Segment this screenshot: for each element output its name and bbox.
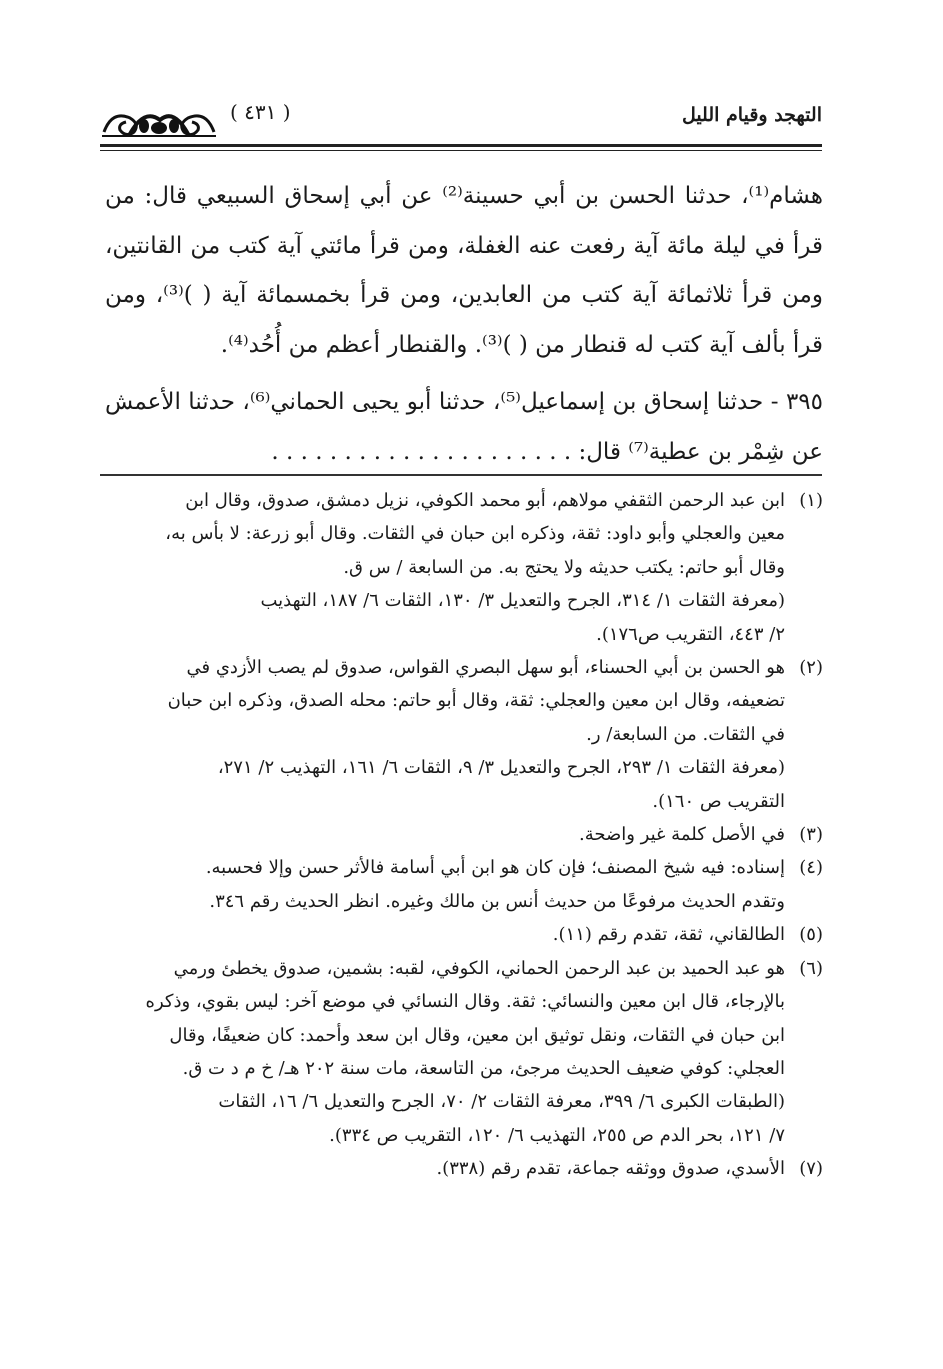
header-rule-thin <box>100 150 822 151</box>
footnote-line: (معرفة الثقات ١/ ٣١٤، الجرح والتعديل ٣/ ١٣٠، الثقات ٦/ ١٨٧، التهذيب <box>260 590 785 612</box>
footnotes <box>108 484 823 1186</box>
footnote-number: (٥) <box>799 924 823 946</box>
footnote-number: (٧) <box>799 1158 823 1180</box>
footnote-number: (٣) <box>799 824 823 846</box>
footnote <box>108 651 823 818</box>
book-title: التهجد وقيام الليل <box>681 104 822 126</box>
footnote <box>108 851 823 918</box>
footnote <box>108 952 823 1152</box>
footnote-line: ٢/ ٤٤٣، التقريب ص١٧٦). <box>596 623 785 645</box>
main-text <box>105 172 823 477</box>
page-header <box>100 96 822 156</box>
footnote-line: الأسدي، صدوق ووثقه جماعة، تقدم رقم (٣٣٨). <box>436 1158 785 1180</box>
footnote-text <box>108 952 785 1152</box>
footnote-line: (الطبقات الكبرى ٦/ ٣٩٩، معرفة الثقات ٢/ ٧٠، الجرح والتعديل ٦/ ١٦، الثقات <box>218 1091 785 1113</box>
footnote <box>108 918 823 951</box>
footnote-number: (٦) <box>799 957 823 979</box>
footnote-text <box>108 651 785 818</box>
footnote-line: (معرفة الثقات ١/ ٢٩٣، الجرح والتعديل ٣/ ٩، الثقات ٦/ ١٦١، التهذيب ٢/ ٢٧١، <box>217 757 785 779</box>
ornament-icon <box>100 102 218 142</box>
footnote-number: (١) <box>799 490 823 511</box>
footnote-line: في الأصل كلمة غير واضحة. <box>578 824 785 846</box>
main-paragraph: هشام⁽¹⁾، حدثنا الحسن بن أبي حسينة⁽²⁾ عن أبي إسحاق السبيعي قال: من قرأ في ليلة مائة آية رفعت عنه الغفلة، ومن قرأ مائتي آية كتب من القانتين، ومن قرأ ثلاثمائة آية كتب من العابدين، ومن قرأ بخمسمائة آية ( )⁽³⁾، ومن قرأ بألف آية كتب له قنطار من ( )⁽³⁾. والقنطار أعظم من أُحُد⁽⁴⁾. <box>105 183 823 358</box>
footnote-line: التقريب ص ١٦٠). <box>652 790 785 812</box>
footnote-text <box>108 818 785 851</box>
header-rule <box>100 144 822 147</box>
footnote-line: العجلي: كوفي ضعيف الحديث مرجئ، من التاسعة، مات سنة ٢٠٢ هـ/ خ م د ت ق. <box>182 1057 785 1079</box>
footnote-line: تضعيفه، وقال ابن معين والعجلي: ثقة، وقال أبو حاتم: محله الصدق، وذكره ابن حبان <box>167 690 785 712</box>
footnote <box>108 484 823 651</box>
footnote-line: بالإرجاء، قال ابن معين والنسائي: ثقة. وقال النسائي في موضع آخر: ليس بقوي، وذكره <box>145 991 785 1013</box>
footnote-line: الطالقاني، ثقة، تقدم رقم (١١). <box>552 924 785 946</box>
footnote-line: ابن عبد الرحمن الثقفي مولاهم، أبو محمد الكوفي، نزيل دمشق، صدوق، وقال ابن <box>185 490 785 511</box>
footnote-text <box>108 851 785 918</box>
footnote-number: (٤) <box>799 857 823 879</box>
footnote-text <box>108 1152 785 1185</box>
footnote-text <box>108 918 785 951</box>
footnote-separator <box>100 474 822 476</box>
footnote-line: ٧/ ١٢١، بحر الدم ص ٢٥٥، التهذيب ٦/ ١٢٠، التقريب ص ٣٣٤). <box>329 1124 785 1146</box>
page-number: ( ٤٣١ ) <box>230 100 291 124</box>
footnote-number: (٢) <box>799 657 823 679</box>
footnote-line: إسناده: فيه شيخ المصنف؛ فإن كان هو ابن أبي أسامة فالأثر حسن وإلا فحسبه. <box>205 857 785 879</box>
footnote-line: معين والعجلي وأبو داود: ثقة، وذكره ابن حبان في الثقات. وقال أبو زرعة: لا بأس به، <box>165 523 785 545</box>
footnote <box>108 1152 823 1185</box>
footnote-line: وتقدم الحديث مرفوعًا من حديث أنس بن مالك وغيره. انظر الحديث رقم ٣٤٦. <box>209 890 785 912</box>
footnote-text <box>108 484 785 651</box>
footnote-line: هو عبد الحميد بن عبد الرحمن الحماني، الكوفي، لقبه: بشمين، صدوق يخطئ ورمي <box>173 957 785 979</box>
footnote-line: في الثقات. من السابعة/ ر. <box>586 723 785 745</box>
footnote <box>108 818 823 851</box>
footnote-line: وقال أبو حاتم: يكتب حديثه ولا يحتج به. من السابعة / س ق. <box>343 556 785 578</box>
hadith-paragraph: ٣٩٥ - حدثنا إسحاق بن إسماعيل⁽⁵⁾، حدثنا أبو يحيى الحماني⁽⁶⁾، حدثنا الأعمش عن شِمْر بن عطية⁽⁷⁾ قال: . . . . . . . . . . . . . . . . . . . . . <box>105 389 824 465</box>
footnote-line: ابن حبان في الثقات، ونقل توثيق ابن معين، وقال ابن سعد وأحمد: كان ضعيفًا، وقال <box>169 1024 785 1046</box>
footnote-line: هو الحسن بن أبي الحسناء، أبو سهل البصري القواس، صدوق لم يصب الأزدي في <box>186 657 785 679</box>
